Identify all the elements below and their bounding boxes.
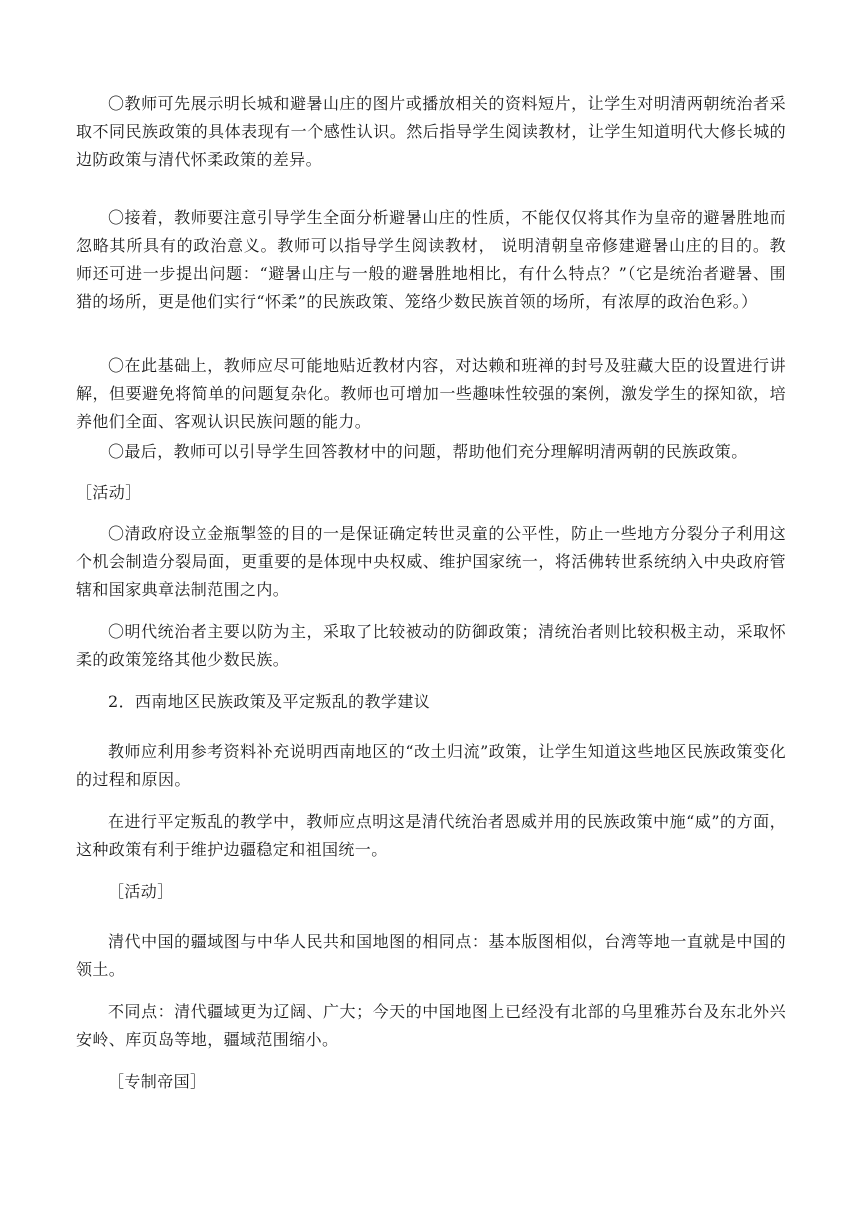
paragraph-10: 不同点：清代疆域更为辽阔、广大；今天的中国地图上已经没有北部的乌里雅苏台及东北外兴安岭、库页岛等地，疆域范围缩小。	[76, 1002, 786, 1049]
section-heading-2: 2．西南地区民族政策及平定叛乱的教学建议	[108, 692, 431, 711]
paragraph-4: 〇最后，教师可以引导学生回答教材中的问题，帮助他们充分理解明清两朝的民族政策。	[108, 442, 748, 461]
section-label-activity: ［活动］	[76, 483, 142, 502]
section-label-activity-2: ［活动］	[108, 882, 174, 901]
paragraph-3: 〇在此基础上，教师应尽可能地贴近教材内容，对达赖和班禅的封号及驻藏大臣的设置进行讲解，但要避免将简单的问题复杂化。教师也可增加一些趣味性较强的案例，激发学生的探知欲，培养他们全面、客观认识民族问题的能力。	[76, 356, 786, 431]
paragraph-9: 清代中国的疆域图与中华人民共和国地图的相同点：基本版图相似，台湾等地一直就是中国的领土。	[76, 932, 786, 979]
paragraph-8: 在进行平定叛乱的教学中，教师应点明这是清代统治者恩威并用的民族政策中施“威”的方面，这种政策有利于维护边疆稳定和祖国统一。	[76, 812, 786, 859]
paragraph-2: 〇接着，教师要注意引导学生全面分析避暑山庄的性质，不能仅仅将其作为皇帝的避暑胜地而忽略其所具有的政治意义。教师可以指导学生阅读教材， 说明清朝皇帝修建避暑山庄的目的。教师还可进一步提出问题：“避暑山庄与一般的避暑胜地相比，有什么特点？”（它是统治者避暑、围猎的场所，更是他们实行“怀柔”的民族政策、笼络少数民族首领的场所，有浓厚的政治色彩。）	[76, 208, 786, 311]
paragraph-1: 〇教师可先展示明长城和避暑山庄的图片或播放相关的资料短片，让学生对明清两朝统治者采取不同民族政策的具体表现有一个感性认识。然后指导学生阅读教材，让学生知道明代大修长城的边防政策与清代怀柔政策的差异。	[76, 94, 786, 169]
paragraph-6: 〇明代统治者主要以防为主，采取了比较被动的防御政策；清统治者则比较积极主动，采取怀柔的政策笼络其他少数民族。	[76, 622, 786, 669]
paragraph-7: 教师应利用参考资料补充说明西南地区的“改土归流”政策，让学生知道这些地区民族政策变化的过程和原因。	[76, 742, 786, 789]
paragraph-5: 〇清政府设立金瓶掣签的目的一是保证确定转世灵童的公平性，防止一些地方分裂分子利用这个机会制造分裂局面，更重要的是体现中央权威、维护国家统一，将活佛转世系统纳入中央政府管辖和国家典章法制范围之内。	[76, 524, 786, 599]
section-label-empire: ［专制帝国］	[108, 1072, 207, 1091]
